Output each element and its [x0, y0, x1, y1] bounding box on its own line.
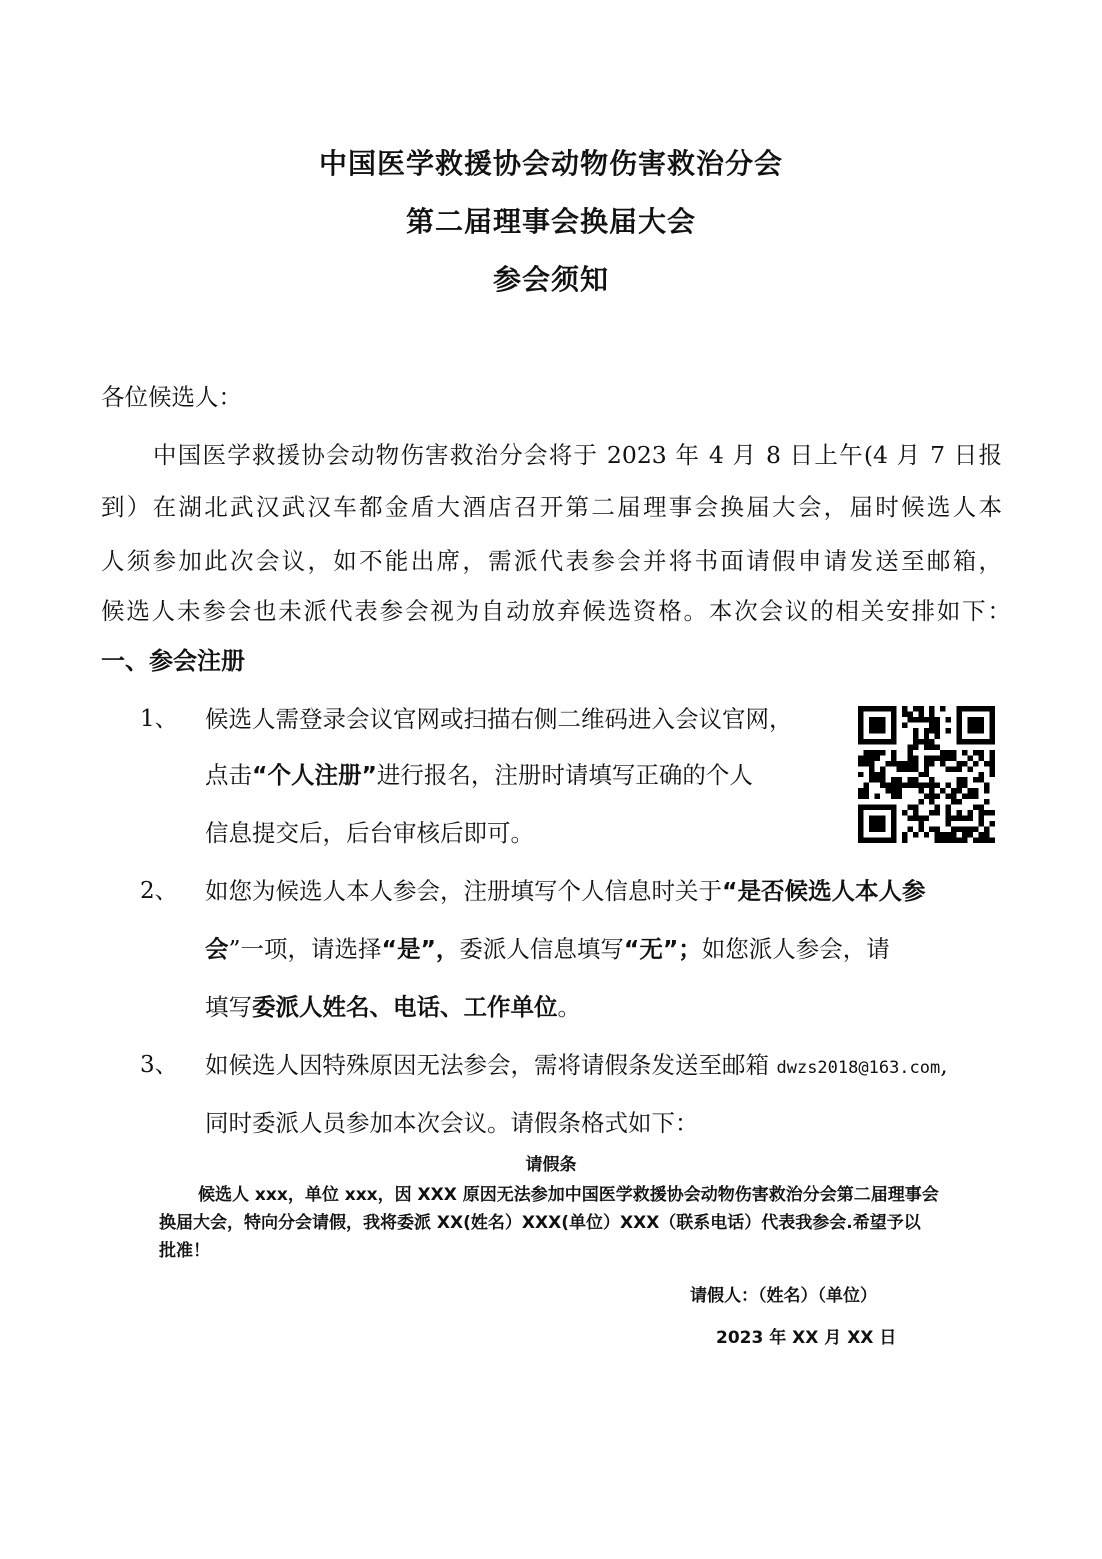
item-2-text-i: 。: [557, 993, 581, 1021]
item-2-emphasis-none: “无”；: [623, 935, 702, 963]
page-title-line-1: 中国医学救援协会动物伤害救治分会: [318, 147, 783, 180]
item-1-text-a: 点击: [205, 761, 252, 789]
personal-registration-emphasis: “个人注册”: [252, 761, 377, 789]
item-2-emphasis-b: 会: [205, 935, 229, 963]
intro-line-4: 候选人未参会也未派代表参会视为自动放弃候选资格。本次会议的相关安排如下：: [101, 597, 1011, 625]
item-2-text-f: 如您派人参会，请: [701, 935, 890, 963]
item-3-number: 3、: [140, 1052, 178, 1078]
item-1-line-1: 候选人需登录会议官网或扫描右侧二维码进入会议官网，: [205, 705, 793, 733]
item-2-text-d: 委派人信息填写: [459, 935, 624, 963]
item-2-text-b: ”一项，请选择: [228, 935, 382, 963]
item-2-emphasis-yes: “是”，: [381, 935, 460, 963]
salutation: 各位候选人：: [101, 383, 242, 411]
item-2-emphasis-delegate: 委派人姓名、电话、工作单位: [252, 993, 558, 1021]
item-1-number: 1、: [140, 706, 178, 732]
intro-line-2: 到）在湖北武汉武汉车都金盾大酒店召开第二届理事会换届大会，届时候选人本: [101, 493, 1002, 521]
item-3-line-1: [205, 1048, 948, 1085]
page-title-line-2: 第二届理事会换届大会: [405, 205, 696, 238]
item-1-text-c: 进行报名，注册时请填写正确的个人: [376, 761, 753, 789]
item-2-text-a: 如您为候选人本人参会，注册填写个人信息时关于: [205, 877, 722, 905]
item-2-line-2: [205, 932, 890, 966]
qr-code-icon: [858, 706, 995, 843]
item-3-line-2: 同时委派人员参加本次会议。请假条格式如下：: [205, 1109, 699, 1137]
section-heading-registration: 一、参会注册: [101, 647, 245, 675]
leave-note-line-1: 候选人 xxx，单位 xxx，因 XXX 原因无法参加中国医学救援协会动物伤害救治分会第二届理事会: [198, 1185, 939, 1205]
leave-note-signature: 请假人：（姓名）（单位）: [690, 1286, 877, 1306]
item-2-emphasis-a: “是否候选人本人参: [722, 877, 926, 905]
item-2-text-g: 填写: [205, 993, 252, 1021]
leave-note-title: 请假条: [525, 1155, 577, 1175]
item-3-text-c: ,: [940, 1051, 948, 1079]
item-1-line-3: 信息提交后，后台审核后即可。: [205, 819, 534, 847]
intro-line-1: 中国医学救援协会动物伤害救治分会将于 2023 年 4 月 8 日上午(4 月 7 日报: [153, 441, 1002, 469]
item-2-number: 2、: [140, 878, 178, 904]
leave-note-date: 2023 年 XX 月 XX 日: [716, 1328, 897, 1348]
item-3-text-a: 如候选人因特殊原因无法参会，需将请假条发送至邮箱: [205, 1051, 777, 1079]
item-1-line-2: [205, 758, 753, 792]
intro-line-3: 人须参加此次会议，如不能出席，需派代表参会并将书面请假申请发送至邮箱，: [101, 547, 1002, 575]
item-2-line-1: [205, 874, 925, 908]
page-title-line-3: 参会须知: [492, 263, 609, 296]
leave-note-line-3: 批准！: [159, 1241, 210, 1261]
leave-note-line-2: 换届大会，特向分会请假，我将委派 XX(姓名）XXX(单位）XXX（联系电话）代表我参会.希望予以: [159, 1213, 921, 1233]
email-address: dwzs2018@163.com: [776, 1058, 941, 1078]
item-2-line-3: [205, 990, 581, 1024]
